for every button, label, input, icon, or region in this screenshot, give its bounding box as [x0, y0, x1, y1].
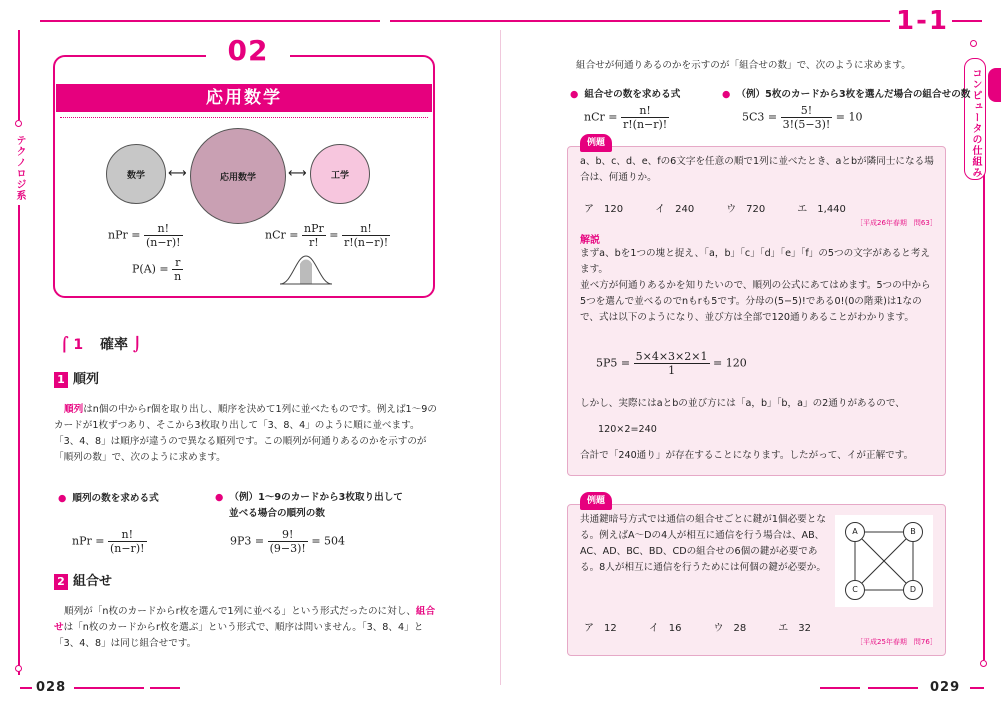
explanation-label: 解説: [580, 235, 600, 246]
example1-expl1: まずa、bを1つの塊と捉え、「a，b」「c」「d」「e」「f」の5つの文字があると考えます。: [580, 248, 930, 275]
circle-engineering: 工学: [310, 144, 370, 204]
right-bottom-dot: [980, 660, 987, 667]
right-top-rule: [952, 20, 982, 22]
left-rule-lower: [18, 205, 20, 675]
example-tag-1: 例題: [580, 134, 612, 152]
bottom-rule-left-b: [74, 687, 144, 689]
bottom-rule-right-c: [970, 687, 984, 689]
bullet-perm-example: ● （例）1〜9のカードから3枚取り出して 並べる場合の順列の数: [215, 492, 403, 519]
example1-options: ア 120 イ 240 ウ 720 エ 1,440: [584, 204, 846, 215]
left-bottom-dot: [15, 665, 22, 672]
page-number-left: 028: [36, 680, 67, 695]
formula-comb-general: nCr = $\frac{n!}{r!(n-r)!}$: [584, 104, 668, 131]
bracket-open-icon: ⌠: [60, 337, 69, 353]
example-tag-2: 例題: [580, 492, 612, 510]
example1-expl2: 並べ方が何通りあるかを知りたいので、順列の公式にあてはめます。5つの中から5つを選んで並べるのでnもrも5です。分母の(5−5)!である0!(0の階乗)は1なので、式は以下のようになり、並び方は全部で120通りあることがわかります。: [580, 280, 931, 323]
chapter-number: 02: [227, 34, 269, 67]
side-tab-label: コンピュータの仕組み: [970, 68, 981, 178]
page-number-right: 029: [930, 680, 961, 695]
example1-calc: 120×2=240: [598, 424, 657, 435]
example1-expl4: 合計で「240通り」が存在することになります。したがって、イが正解です。: [580, 450, 914, 461]
example2-source: ［平成25年春期 問76］: [856, 638, 937, 646]
bullet-perm-formula: ● 順列の数を求める式: [58, 493, 159, 504]
example2-question: 共通鍵暗号方式では通信の組合せごとに鍵が1個必要となる。例えばA〜Dの4人が相互に通信を行う場合は、AB、AC、AD、BC、BD、CDの組合せの6個の鍵が必要である。8人が相互に通信を行うためには何個の鍵が必要か。: [580, 514, 826, 573]
example2-options: ア 12 イ 16 ウ 28 エ 32: [584, 623, 811, 634]
example1-source: ［平成26年春期 問63］: [856, 219, 937, 227]
bottom-rule-right-b: [868, 687, 918, 689]
paragraph-permutation: 順列はn個の中からr個を取り出し、順序を決めて1列に並べたものです。例えば1〜9のカードが1枚ずつあり、そこから3枚取り出して「3、8、4」のように順に並べます。「3、4、8」は順序が違うので異なる順列です。この順列が何通りあるのかを示すのが「順列の数」で、次のように求めます。: [54, 404, 437, 463]
circle-math: 数学: [106, 144, 166, 204]
chapter-dotted-divider: [60, 117, 428, 118]
formula-comb-example: 5C3 = $\frac{5!}{3!(5-3)!}$ = 10: [742, 104, 863, 131]
chapter-title: 応用数学: [56, 84, 432, 112]
formula-combination: nCr = $\frac{\text{nPr}}{r!}$ = $\frac{n!}{r!(n-r)!}$: [265, 222, 389, 249]
left-rule: [18, 30, 20, 120]
section-heading: ⌠ 1 確率 ⌡: [60, 337, 142, 353]
example1-question: a、b、c、d、e、fの6文字を任意の順で1列に並べたとき、aとbが隣同士になる場合は、何通りか。: [580, 156, 934, 183]
subheading-permutation: 1 順列: [54, 368, 99, 388]
bottom-rule-left-c: [150, 687, 180, 689]
formula-probability: P(A) = $\frac{r}{n}$: [132, 256, 182, 283]
subheading-combination: 2 組合せ: [54, 570, 112, 590]
bracket-close-icon: ⌡: [132, 337, 142, 353]
paragraph-combination: 順列が「n枚のカードからr枚を選んで1列に並べる」という形式だったのに対し、組合せは「n枚のカードからr枚を選ぶ」という形式で、順序は問いません。「3、8、4」と「3、4、8」は同じ組合せです。: [54, 606, 436, 649]
side-label-technology: テクノロジ系: [14, 135, 25, 201]
graph-node-d: D: [903, 580, 923, 600]
graph-node-a: A: [845, 522, 865, 542]
side-tab-marker: [988, 68, 1001, 102]
normal-distribution-icon: [278, 252, 334, 288]
intro-text: 組合せが何通りあるのかを示すのが「組合せの数」で、次のように求めます。: [576, 60, 911, 71]
left-rule-dot: [15, 120, 22, 127]
section-code: 1-1: [896, 6, 949, 36]
formula-permutation: nPr = $\frac{n!}{(n-r)!}$: [108, 222, 181, 249]
graph-node-b: B: [903, 522, 923, 542]
page-divider: [500, 30, 501, 685]
bottom-rule-right-a: [820, 687, 860, 689]
formula-perm-general: nPr = $\frac{n!}{(n-r)!}$: [72, 528, 145, 555]
double-arrow-icon: ⟷: [168, 166, 187, 181]
key-graph: [835, 515, 933, 607]
double-arrow-icon: ⟷: [288, 166, 307, 181]
circle-applied-math: 応用数学: [190, 128, 286, 224]
bullet-comb-formula: ● 組合せの数を求める式: [570, 89, 681, 100]
top-rule-right: [390, 20, 890, 22]
bottom-rule-left-a: [20, 687, 32, 689]
graph-node-c: C: [845, 580, 865, 600]
example1-expl3: しかし、実際にはaとbの並び方には「a，b」「b，a」の2通りがあるので、: [580, 398, 905, 409]
top-rule-left: [40, 20, 380, 22]
formula-perm-example: 9P3 = $\frac{9!}{(9-3)!}$ = 504: [230, 528, 346, 555]
bullet-comb-example: ● （例）5枚のカードから3枚を選んだ場合の組合せの数: [722, 89, 971, 100]
right-top-dot: [970, 40, 977, 47]
example1-formula: 5P5 = $\frac{5\times 4\times 3\times 2\times 1}{1}$ = 120: [596, 350, 747, 377]
